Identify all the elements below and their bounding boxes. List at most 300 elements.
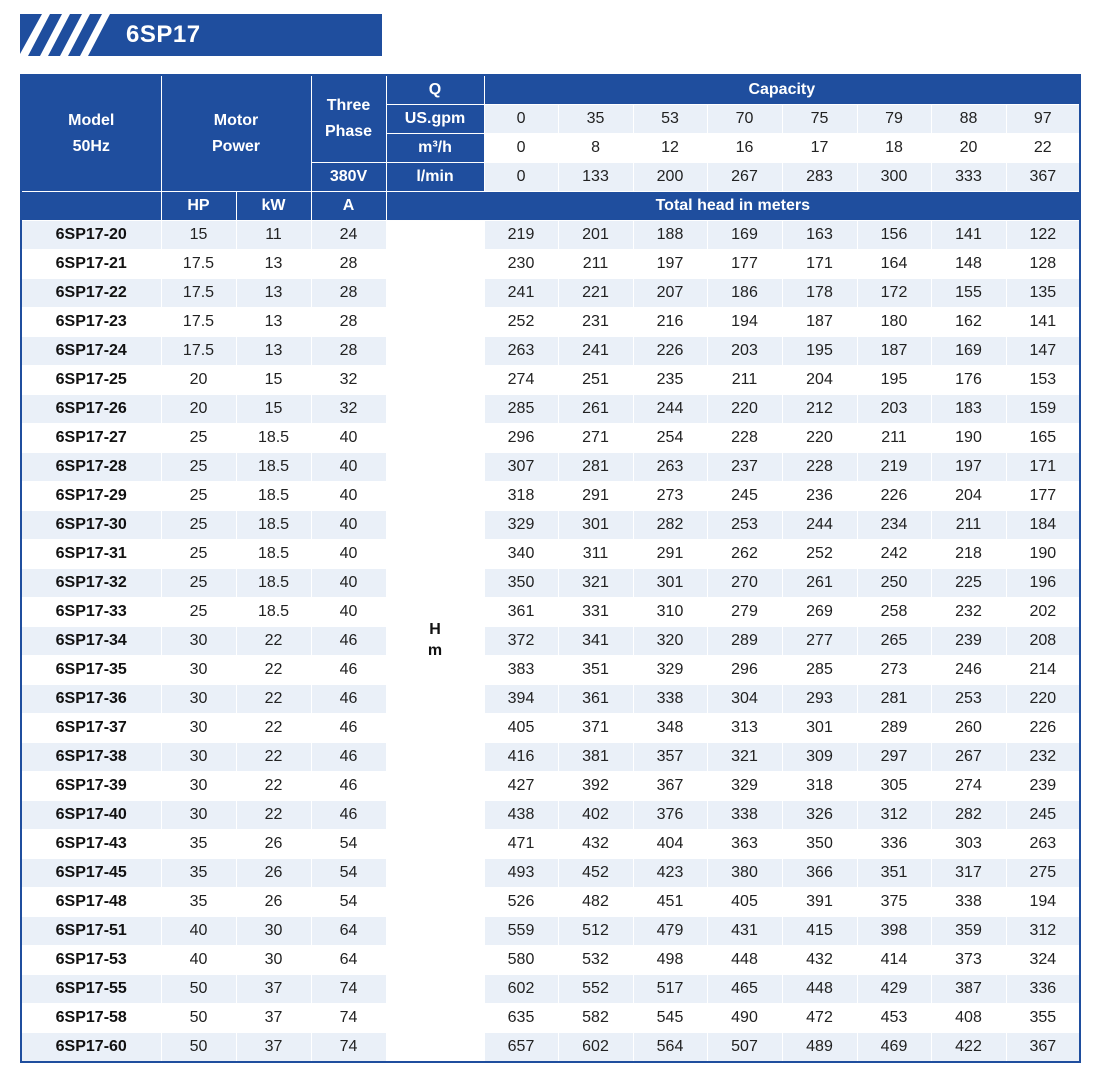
amp-cell: 24 [311,221,386,250]
head-value-cell: 239 [1006,772,1080,801]
model-cell: 6SP17-30 [21,511,161,540]
head-value-cell: 186 [707,279,782,308]
motor-header-line1: Motor [213,111,259,129]
table-row [21,511,1080,540]
kw-cell: 15 [236,395,311,424]
head-value-cell: 387 [931,975,1006,1004]
table-row [21,366,1080,395]
head-value-cell: 326 [782,801,857,830]
head-value-cell: 320 [633,627,707,656]
head-value-cell: 414 [857,946,931,975]
kw-cell: 37 [236,975,311,1004]
q-header: Q [386,75,484,105]
head-value-cell: 448 [782,975,857,1004]
head-value-cell: 242 [857,540,931,569]
hp-cell: 25 [161,453,236,482]
head-value-cell: 203 [707,337,782,366]
head-value-cell: 197 [931,453,1006,482]
head-value-cell: 301 [782,714,857,743]
head-value-cell: 469 [857,1033,931,1063]
head-value-cell: 195 [782,337,857,366]
amp-cell: 40 [311,424,386,453]
head-value-cell: 453 [857,1004,931,1033]
head-value-cell: 375 [857,888,931,917]
head-value-cell: 493 [484,859,558,888]
hp-cell: 40 [161,946,236,975]
head-value-cell: 355 [1006,1004,1080,1033]
head-value-cell: 366 [782,859,857,888]
table-row [21,221,1080,250]
head-value-cell: 338 [931,888,1006,917]
head-value-cell: 380 [707,859,782,888]
three-phase-header [311,75,386,163]
head-value-cell: 203 [857,395,931,424]
head-value-cell: 187 [857,337,931,366]
kw-cell: 37 [236,1004,311,1033]
lmin-value: 283 [782,163,857,192]
head-value-cell: 545 [633,1004,707,1033]
head-value-cell: 359 [931,917,1006,946]
head-value-cell: 296 [484,424,558,453]
head-value-cell: 244 [633,395,707,424]
kw-cell: 26 [236,859,311,888]
head-value-cell: 194 [707,308,782,337]
m3h-value: 20 [931,134,1006,163]
head-value-cell: 448 [707,946,782,975]
amp-cell: 64 [311,946,386,975]
table-row [21,656,1080,685]
usgpm-value: 75 [782,105,857,134]
model-cell: 6SP17-32 [21,569,161,598]
head-value-cell: 219 [857,453,931,482]
usgpm-value: 35 [558,105,633,134]
head-value-cell: 303 [931,830,1006,859]
model-cell: 6SP17-38 [21,743,161,772]
head-value-cell: 226 [857,482,931,511]
head-value-cell: 309 [782,743,857,772]
head-value-cell: 552 [558,975,633,1004]
amp-cell: 28 [311,250,386,279]
amp-cell: 40 [311,598,386,627]
table-row [21,598,1080,627]
unit-label-usgpm: US.gpm [386,105,484,134]
head-value-cell: 135 [1006,279,1080,308]
hp-cell: 30 [161,801,236,830]
amp-cell: 40 [311,511,386,540]
head-value-cell: 305 [857,772,931,801]
head-value-cell: 241 [484,279,558,308]
hp-cell: 50 [161,975,236,1004]
head-value-cell: 312 [857,801,931,830]
model-cell: 6SP17-21 [21,250,161,279]
usgpm-value: 70 [707,105,782,134]
head-value-cell: 265 [857,627,931,656]
head-value-cell: 201 [558,221,633,250]
head-value-cell: 289 [857,714,931,743]
hp-cell: 25 [161,540,236,569]
kw-cell: 11 [236,221,311,250]
head-value-cell: 498 [633,946,707,975]
amp-cell: 46 [311,627,386,656]
model-cell: 6SP17-22 [21,279,161,308]
head-value-cell: 526 [484,888,558,917]
head-value-cell: 207 [633,279,707,308]
head-value-cell: 188 [633,221,707,250]
head-value-cell: 367 [633,772,707,801]
table-row [21,946,1080,975]
head-value-cell: 312 [1006,917,1080,946]
head-value-cell: 489 [782,1033,857,1063]
head-value-cell: 122 [1006,221,1080,250]
model-cell: 6SP17-51 [21,917,161,946]
head-value-cell: 507 [707,1033,782,1063]
model-cell: 6SP17-35 [21,656,161,685]
head-value-cell: 252 [782,540,857,569]
table-row [21,743,1080,772]
head-value-cell: 657 [484,1033,558,1063]
model-cell: 6SP17-24 [21,337,161,366]
model-cell: 6SP17-48 [21,888,161,917]
head-value-cell: 156 [857,221,931,250]
table-row [21,975,1080,1004]
amp-cell: 54 [311,830,386,859]
head-value-cell: 372 [484,627,558,656]
hp-cell: 25 [161,569,236,598]
head-value-cell: 416 [484,743,558,772]
kw-header: kW [236,192,311,221]
amp-cell: 46 [311,685,386,714]
head-value-cell: 404 [633,830,707,859]
head-value-cell: 263 [1006,830,1080,859]
head-value-cell: 635 [484,1004,558,1033]
model-cell: 6SP17-20 [21,221,161,250]
head-value-cell: 329 [633,656,707,685]
head-value-cell: 482 [558,888,633,917]
head-value-cell: 253 [931,685,1006,714]
stripes-decoration [20,14,120,56]
head-value-cell: 371 [558,714,633,743]
head-value-cell: 195 [857,366,931,395]
head-value-cell: 310 [633,598,707,627]
head-value-cell: 296 [707,656,782,685]
unit-label-lmin: l/min [386,163,484,192]
head-value-cell: 211 [857,424,931,453]
head-value-cell: 329 [484,511,558,540]
head-value-cell: 221 [558,279,633,308]
head-value-cell: 512 [558,917,633,946]
head-value-cell: 291 [558,482,633,511]
model-cell: 6SP17-39 [21,772,161,801]
head-value-cell: 184 [1006,511,1080,540]
head-value-cell: 244 [782,511,857,540]
head-value-cell: 253 [707,511,782,540]
amp-cell: 40 [311,540,386,569]
head-value-cell: 451 [633,888,707,917]
page-title: 6SP17 [126,21,201,48]
head-value-cell: 234 [857,511,931,540]
table-row [21,714,1080,743]
amp-cell: 40 [311,569,386,598]
model-cell: 6SP17-37 [21,714,161,743]
head-value-cell: 471 [484,830,558,859]
usgpm-value: 88 [931,105,1006,134]
head-value-cell: 351 [558,656,633,685]
head-value-cell: 321 [707,743,782,772]
head-value-cell: 180 [857,308,931,337]
head-value-cell: 415 [782,917,857,946]
kw-cell: 22 [236,772,311,801]
head-value-cell: 398 [857,917,931,946]
head-value-cell: 340 [484,540,558,569]
capacity-header: Capacity [484,75,1080,105]
head-value-cell: 225 [931,569,1006,598]
head-value-cell: 376 [633,801,707,830]
model-cell: 6SP17-53 [21,946,161,975]
head-value-cell: 532 [558,946,633,975]
table-row [21,1004,1080,1033]
head-value-cell: 431 [707,917,782,946]
table-row [21,540,1080,569]
table-row [21,453,1080,482]
amp-cell: 28 [311,279,386,308]
head-value-cell: 423 [633,859,707,888]
amp-cell: 40 [311,482,386,511]
head-value-cell: 263 [633,453,707,482]
head-value-cell: 211 [558,250,633,279]
head-value-cell: 490 [707,1004,782,1033]
head-value-cell: 285 [782,656,857,685]
head-value-cell: 301 [558,511,633,540]
head-value-cell: 582 [558,1004,633,1033]
table-row [21,627,1080,656]
usgpm-value: 97 [1006,105,1080,134]
table-row [21,482,1080,511]
head-value-cell: 178 [782,279,857,308]
head-value-cell: 235 [633,366,707,395]
head-value-cell: 141 [931,221,1006,250]
table-row [21,569,1080,598]
kw-cell: 18.5 [236,453,311,482]
model-cell: 6SP17-25 [21,366,161,395]
phase-header-line2: Phase [324,123,373,140]
m3h-value: 18 [857,134,931,163]
head-value-cell: 165 [1006,424,1080,453]
hp-header: HP [161,192,236,221]
head-value-cell: 226 [633,337,707,366]
head-value-cell: 190 [1006,540,1080,569]
kw-cell: 18.5 [236,511,311,540]
amp-cell: 46 [311,714,386,743]
head-value-cell: 241 [558,337,633,366]
head-value-cell: 232 [931,598,1006,627]
model-cell: 6SP17-34 [21,627,161,656]
table-row [21,772,1080,801]
phase-header-line1: Three [326,97,371,114]
kw-cell: 22 [236,801,311,830]
table-row [21,685,1080,714]
amp-cell: 74 [311,1033,386,1063]
head-value-cell: 216 [633,308,707,337]
model-cell: 6SP17-60 [21,1033,161,1063]
head-value-cell: 204 [931,482,1006,511]
head-value-cell: 517 [633,975,707,1004]
head-value-cell: 231 [558,308,633,337]
head-value-cell: 285 [484,395,558,424]
amp-cell: 74 [311,1004,386,1033]
amp-cell: 54 [311,888,386,917]
model-cell: 6SP17-27 [21,424,161,453]
head-value-cell: 274 [484,366,558,395]
head-value-cell: 383 [484,656,558,685]
head-value-cell: 211 [931,511,1006,540]
lmin-value: 0 [484,163,558,192]
amp-cell: 74 [311,975,386,1004]
head-value-cell: 261 [782,569,857,598]
hp-cell: 25 [161,598,236,627]
head-value-cell: 329 [707,772,782,801]
head-value-cell: 208 [1006,627,1080,656]
head-value-cell: 230 [484,250,558,279]
head-value-cell: 187 [782,308,857,337]
model-cell: 6SP17-33 [21,598,161,627]
head-value-cell: 228 [707,424,782,453]
head-value-cell: 422 [931,1033,1006,1063]
head-value-cell: 331 [558,598,633,627]
table-row [21,337,1080,366]
model-cell: 6SP17-28 [21,453,161,482]
model-cell: 6SP17-55 [21,975,161,1004]
motor-header-line2: Power [212,137,261,155]
table-body [21,221,1080,1063]
head-value-cell: 226 [1006,714,1080,743]
head-value-cell: 159 [1006,395,1080,424]
head-value-cell: 429 [857,975,931,1004]
head-value-cell: 304 [707,685,782,714]
table-row [21,395,1080,424]
head-value-cell: 153 [1006,366,1080,395]
head-value-cell: 402 [558,801,633,830]
model-subheader-blank [21,192,161,221]
kw-cell: 13 [236,250,311,279]
kw-cell: 26 [236,888,311,917]
model-cell: 6SP17-40 [21,801,161,830]
kw-cell: 30 [236,946,311,975]
head-value-cell: 281 [558,453,633,482]
head-unit-m: m [427,642,443,659]
head-value-cell: 405 [707,888,782,917]
head-value-cell: 274 [931,772,1006,801]
amp-cell: 46 [311,772,386,801]
head-value-cell: 190 [931,424,1006,453]
kw-cell: 18.5 [236,569,311,598]
hp-cell: 17.5 [161,250,236,279]
m3h-value: 0 [484,134,558,163]
usgpm-value: 53 [633,105,707,134]
kw-cell: 15 [236,366,311,395]
table-row [21,279,1080,308]
hp-cell: 20 [161,395,236,424]
kw-cell: 26 [236,830,311,859]
head-value-cell: 373 [931,946,1006,975]
head-value-cell: 254 [633,424,707,453]
table-row [21,859,1080,888]
head-unit-label [386,221,484,1063]
model-cell: 6SP17-43 [21,830,161,859]
amp-cell: 46 [311,743,386,772]
head-value-cell: 405 [484,714,558,743]
hp-cell: 17.5 [161,308,236,337]
head-value-cell: 245 [1006,801,1080,830]
head-value-cell: 277 [782,627,857,656]
head-value-cell: 212 [782,395,857,424]
head-value-cell: 432 [782,946,857,975]
head-value-cell: 219 [484,221,558,250]
m3h-value: 12 [633,134,707,163]
m3h-value: 22 [1006,134,1080,163]
head-value-cell: 318 [484,482,558,511]
head-value-cell: 250 [857,569,931,598]
unit-label-m3h: m³/h [386,134,484,163]
hp-cell: 30 [161,772,236,801]
head-value-cell: 163 [782,221,857,250]
table-row [21,1033,1080,1063]
hp-cell: 17.5 [161,337,236,366]
amp-cell: 46 [311,656,386,685]
model-cell: 6SP17-23 [21,308,161,337]
head-value-cell: 275 [1006,859,1080,888]
head-value-cell: 177 [1006,482,1080,511]
model-cell: 6SP17-36 [21,685,161,714]
head-value-cell: 236 [782,482,857,511]
amp-cell: 54 [311,859,386,888]
head-value-cell: 171 [1006,453,1080,482]
head-value-cell: 452 [558,859,633,888]
head-value-cell: 237 [707,453,782,482]
kw-cell: 22 [236,685,311,714]
amp-cell: 32 [311,395,386,424]
head-value-cell: 220 [1006,685,1080,714]
kw-cell: 18.5 [236,540,311,569]
head-value-cell: 176 [931,366,1006,395]
m3h-value: 16 [707,134,782,163]
head-value-cell: 267 [931,743,1006,772]
hp-cell: 25 [161,482,236,511]
kw-cell: 37 [236,1033,311,1063]
title-banner [20,14,382,56]
kw-cell: 13 [236,337,311,366]
amp-cell: 46 [311,801,386,830]
table-row [21,801,1080,830]
head-value-cell: 172 [857,279,931,308]
head-value-cell: 318 [782,772,857,801]
model-cell: 6SP17-45 [21,859,161,888]
head-value-cell: 381 [558,743,633,772]
head-value-cell: 297 [857,743,931,772]
head-value-cell: 311 [558,540,633,569]
performance-table [20,74,1081,1063]
lmin-value: 367 [1006,163,1080,192]
model-cell: 6SP17-31 [21,540,161,569]
lmin-value: 333 [931,163,1006,192]
head-value-cell: 220 [707,395,782,424]
hp-cell: 30 [161,714,236,743]
head-value-cell: 338 [633,685,707,714]
hp-cell: 25 [161,424,236,453]
head-value-cell: 348 [633,714,707,743]
amp-cell: 28 [311,308,386,337]
hp-cell: 20 [161,366,236,395]
head-value-cell: 350 [782,830,857,859]
